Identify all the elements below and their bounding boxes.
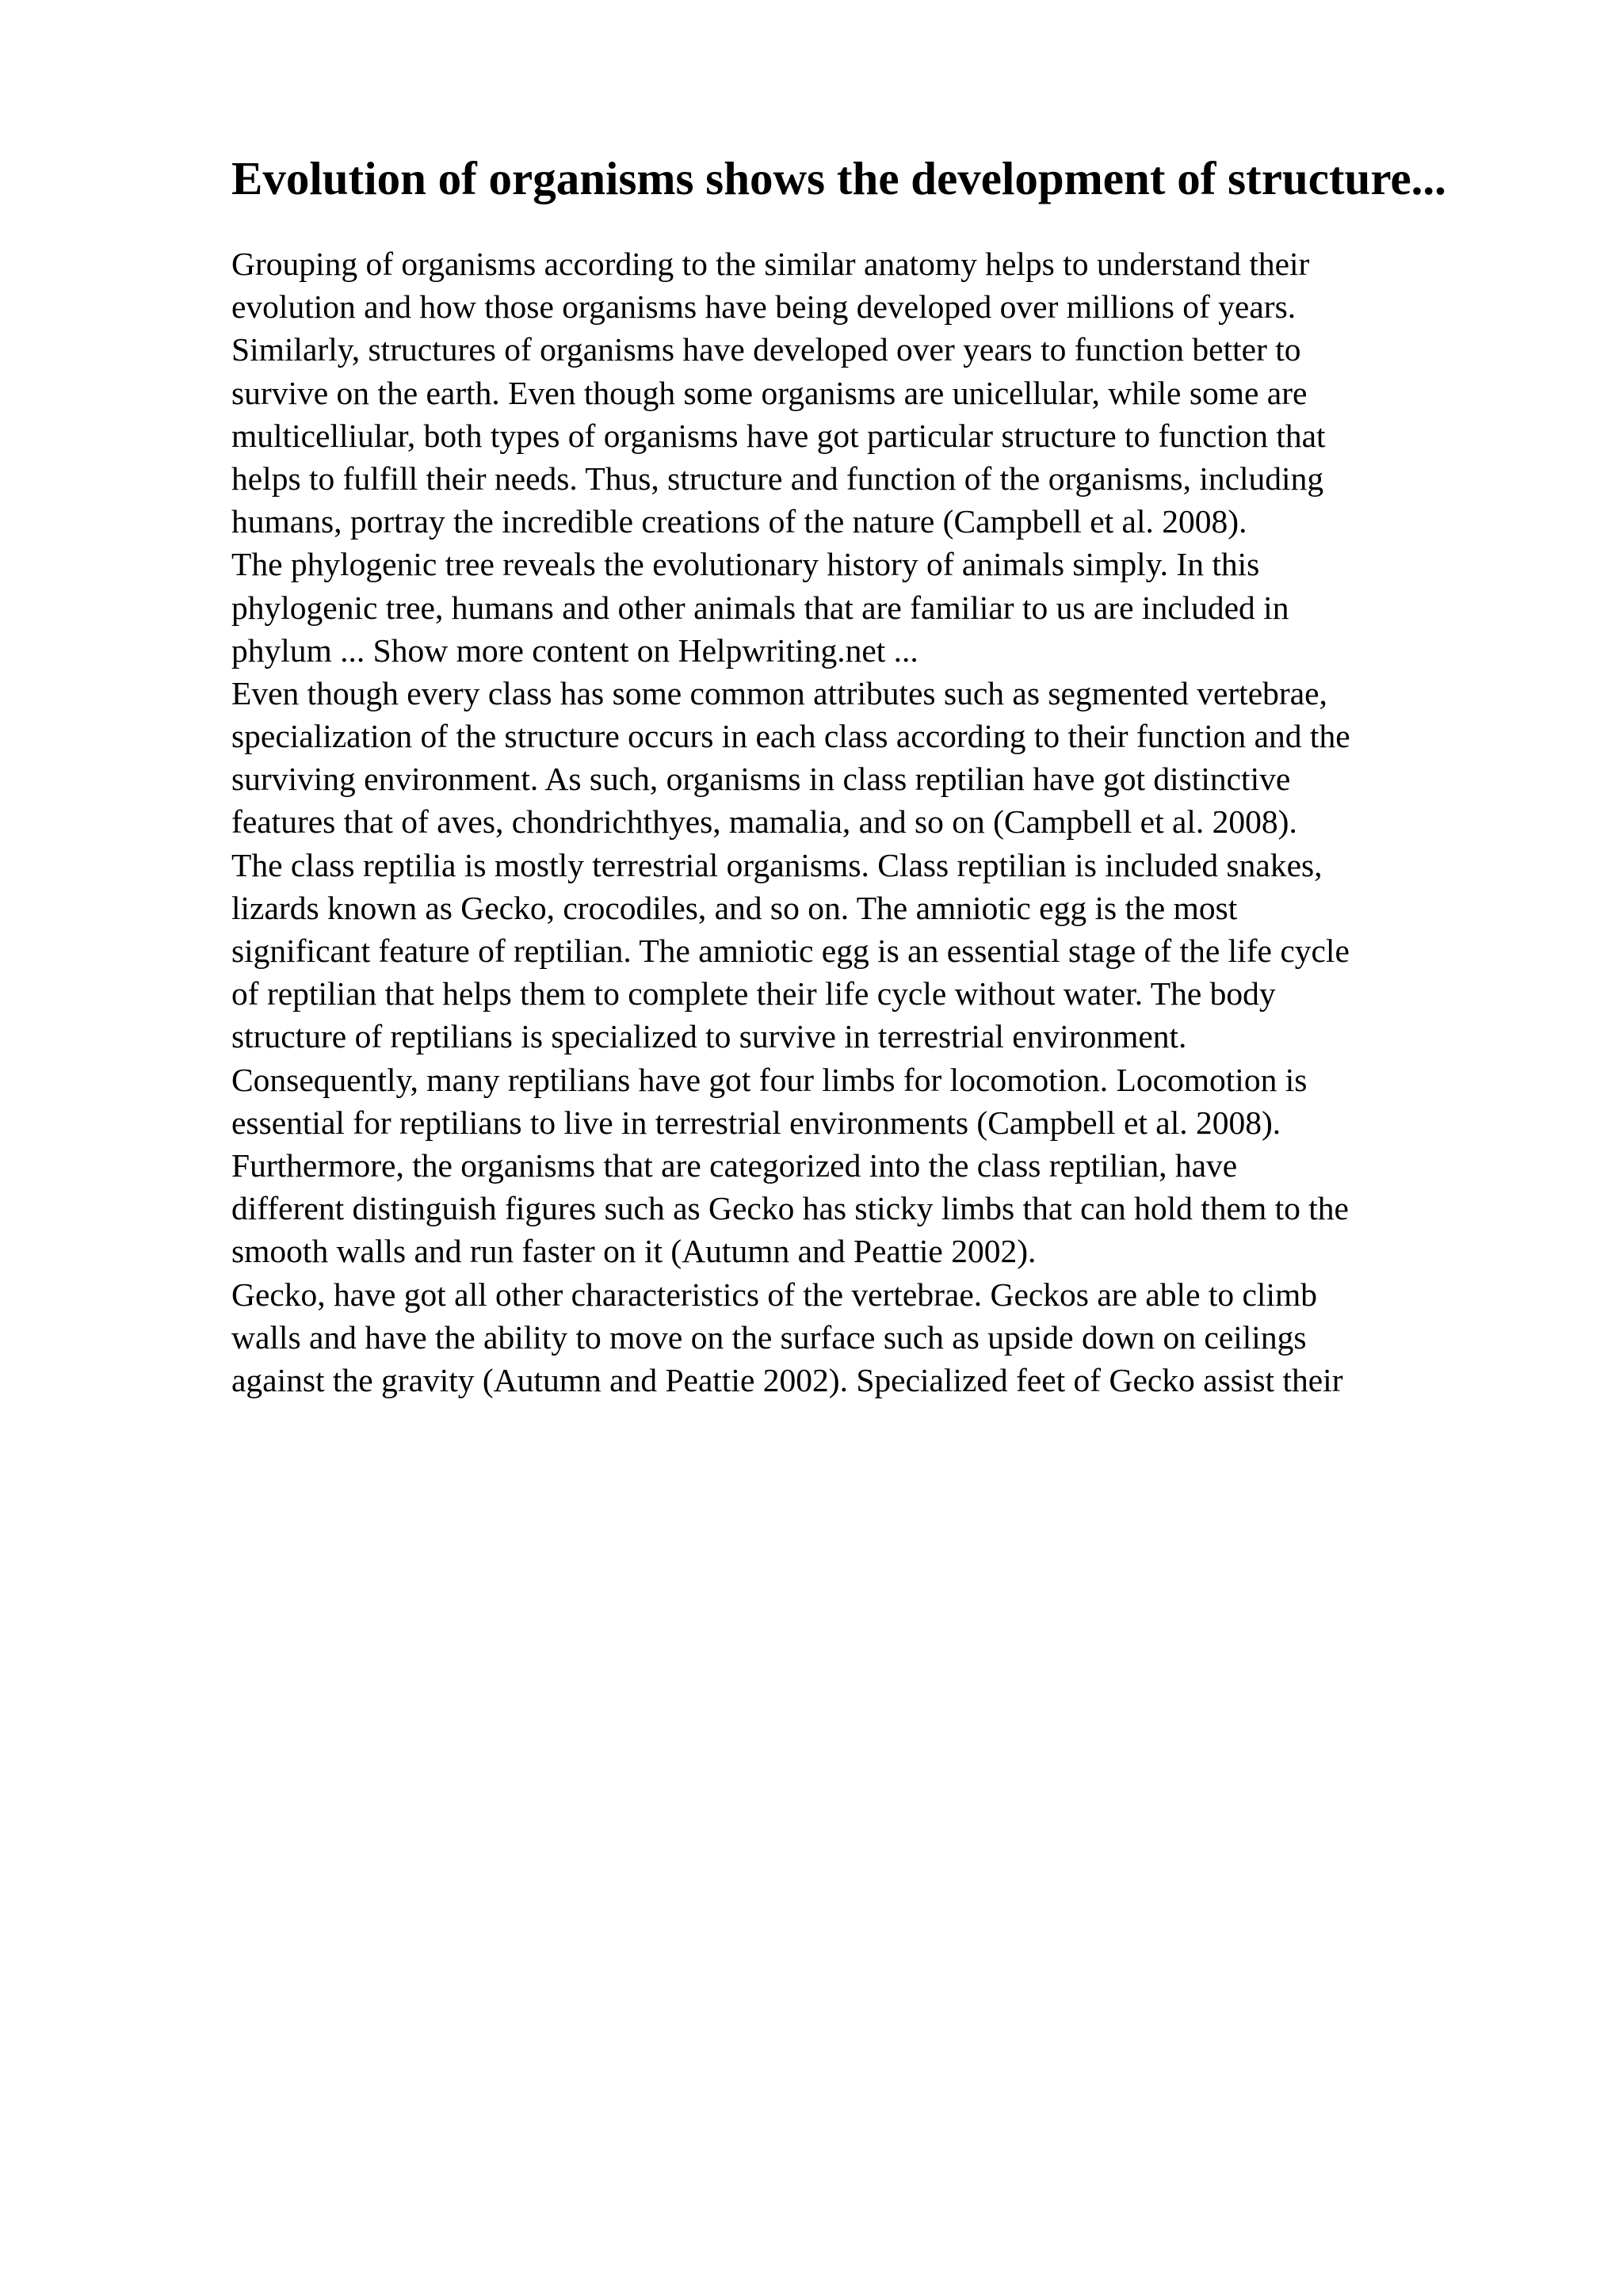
body-line: multicelliular, both types of organisms have got particular structure to function that: [231, 417, 1326, 454]
body-line: against the gravity (Autumn and Peattie 2002). Specialized feet of Gecko assist their: [231, 1361, 1343, 1398]
body-line: lizards known as Gecko, crocodiles, and so on. The amniotic egg is the most: [231, 889, 1238, 926]
body-line: helps to fulfill their needs. Thus, structure and function of the organisms, including: [231, 460, 1324, 497]
body-line: essential for reptilians to live in terrestrial environments (Campbell et al. 2008).: [231, 1104, 1281, 1141]
body-line: specialization of the structure occurs in each class according to their function and the: [231, 718, 1350, 755]
body-line: The class reptilia is mostly terrestrial organisms. Class reptilian is included snakes,: [231, 846, 1323, 883]
body-line: walls and have the ability to move on the surface such as upside down on ceilings: [231, 1318, 1307, 1356]
body-line: different distinguish figures such as Gecko has sticky limbs that can hold them to the: [231, 1190, 1349, 1227]
body-line: Even though every class has some common attributes such as segmented vertebrae,: [231, 674, 1327, 711]
body-line: phylum ... Show more content on Helpwriting.net ...: [231, 631, 918, 669]
body-line: humans, portray the incredible creations of the nature (Campbell et al. 2008).: [231, 503, 1247, 540]
body-line: Consequently, many reptilians have got four limbs for locomotion. Locomotion is: [231, 1061, 1308, 1098]
body-line: Furthermore, the organisms that are categorized into the class reptilian, have: [231, 1146, 1238, 1184]
body-line: surviving environment. As such, organisms in class reptilian have got distinctive: [231, 761, 1291, 798]
body-line: The phylogenic tree reveals the evolutionary history of animals simply. In this: [231, 546, 1260, 583]
body-line: phylogenic tree, humans and other animals that are familiar to us are included in: [231, 589, 1289, 626]
document-title: Evolution of organisms shows the development of structure...: [231, 152, 1446, 204]
document-body: [231, 242, 1594, 1402]
body-line: of reptilian that helps them to complete their life cycle without water. The body: [231, 975, 1276, 1013]
body-line: smooth walls and run faster on it (Autumn and Peattie 2002).: [231, 1233, 1037, 1270]
body-line: survive on the earth. Even though some organisms are unicellular, while some are: [231, 374, 1308, 411]
body-line: Similarly, structures of organisms have developed over years to function better to: [231, 331, 1301, 368]
body-line: significant feature of reptilian. The amniotic egg is an essential stage of the life cycle: [231, 933, 1350, 969]
body-line: structure of reptilians is specialized to survive in terrestrial environment.: [231, 1018, 1187, 1055]
body-line: evolution and how those organisms have being developed over millions of years.: [231, 288, 1296, 326]
body-line: Grouping of organisms according to the similar anatomy helps to understand their: [231, 246, 1310, 282]
body-line: Gecko, have got all other characteristics of the vertebrae. Geckos are able to climb: [231, 1276, 1318, 1313]
body-line: features that of aves, chondrichthyes, mamalia, and so on (Campbell et al. 2008).: [231, 803, 1297, 841]
